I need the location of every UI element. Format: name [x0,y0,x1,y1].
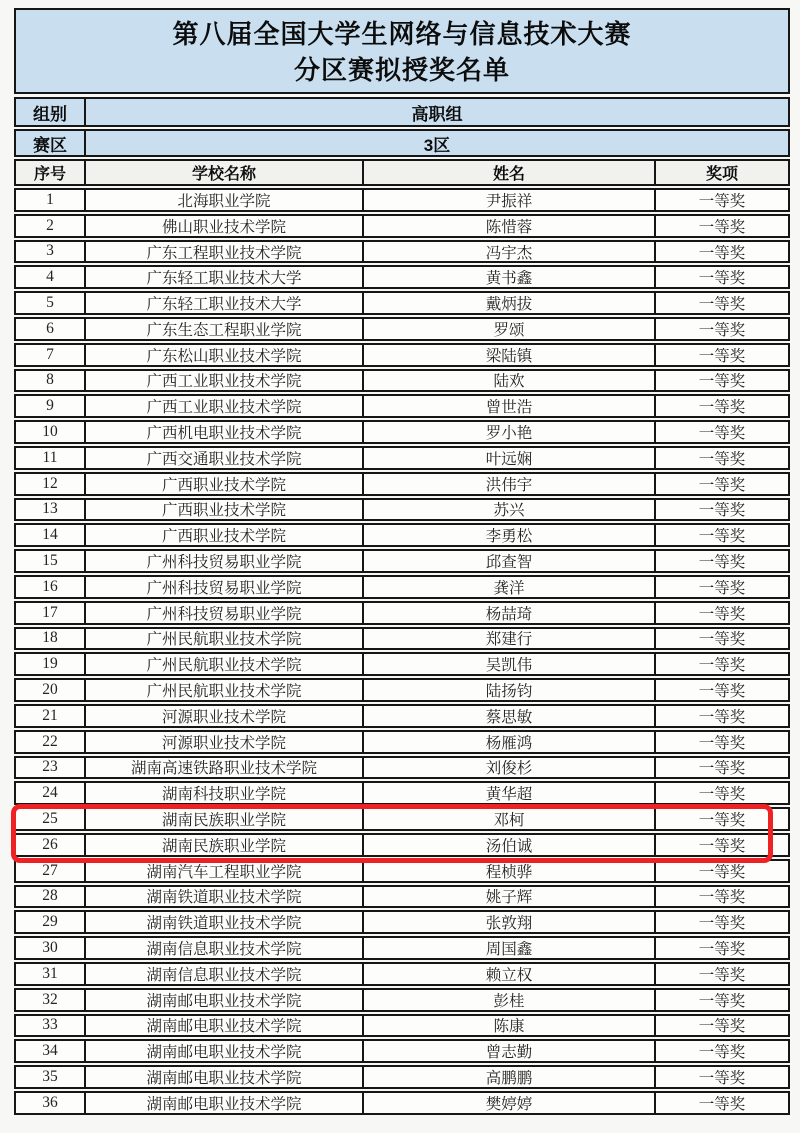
cell-school: 湖南铁道职业技术学院 [86,887,364,907]
cell-name: 杨喆琦 [364,603,656,623]
cell-name: 邱查智 [364,551,656,571]
cell-no: 29 [16,912,86,932]
table-row [14,1039,790,1063]
table-row [14,936,790,960]
cell-no: 13 [16,500,86,520]
cell-award: 一等奖 [698,941,746,958]
title-block [14,8,790,94]
cell-school: 湖南高速铁路职业技术学院 [86,758,364,778]
cell-name: 赖立权 [364,964,656,984]
cell-no: 33 [16,1016,86,1036]
cell-award: 一等奖 [698,450,746,468]
cell-school: 湖南信息职业技术学院 [86,938,364,958]
table-row [14,704,790,728]
cell-award: 一等奖 [698,554,746,571]
table-header-row [14,159,790,186]
cell-no: 21 [16,706,86,726]
cell-name: 蔡思敏 [364,706,656,726]
cell-no: 36 [16,1093,86,1113]
cell-no: 7 [16,345,86,365]
header-cell-no: 序号 [16,161,86,184]
table-row [14,343,790,367]
cell-award: 一等奖 [698,528,746,546]
cell-name: 尹振祥 [364,190,656,210]
cell-name: 杨雁鸿 [364,732,656,752]
cell-award: 一等奖 [698,218,746,236]
cell-school: 广东工程职业技术学院 [86,242,364,262]
cell-school: 广州科技贸易职业学院 [86,551,364,571]
cell-no: 8 [16,371,86,391]
cell-award: 一等奖 [698,244,746,262]
cell-award: 一等奖 [698,1095,746,1113]
cell-school: 湖南邮电职业技术学院 [86,1067,364,1087]
cell-name: 苏兴 [364,500,656,520]
cell-no: 11 [16,448,86,468]
cell-award: 一等奖 [698,347,746,365]
cell-award: 一等奖 [698,399,746,417]
cell-school: 湖南民族职业学院 [86,835,364,855]
table-row [14,1065,790,1089]
table-row [14,730,790,754]
cell-no: 17 [16,603,86,623]
cell-name: 邓柯 [364,809,656,829]
cell-name: 叶远娴 [364,448,656,468]
cell-award: 一等奖 [698,760,746,778]
cell-name: 洪伟宇 [364,474,656,494]
cell-no: 32 [16,990,86,1010]
document-title-line2: 分区赛拟授奖名单 [293,55,510,85]
cell-no: 9 [16,396,86,416]
cell-school: 广州民航职业技术学院 [86,629,364,649]
header-cell-name: 姓名 [364,161,656,184]
cell-no: 2 [16,216,86,236]
table-row [14,988,790,1012]
cell-school: 广州民航职业技术学院 [86,654,364,674]
cell-school: 广西工业职业技术学院 [86,371,364,391]
cell-name: 程桢骅 [364,861,656,881]
table-row [14,627,790,651]
cell-no: 31 [16,964,86,984]
cell-school: 广东生态工程职业学院 [86,319,364,339]
cell-name: 黄华超 [364,783,656,803]
cell-name: 黄书鑫 [364,267,656,287]
cell-award: 一等奖 [698,708,746,726]
cell-name: 梁陆镇 [364,345,656,365]
cell-school: 湖南民族职业学院 [86,809,364,829]
cell-name: 刘俊杉 [364,758,656,778]
cell-school: 广西职业技术学院 [86,474,364,494]
cell-name: 陆扬钧 [364,680,656,700]
cell-award: 一等奖 [698,966,746,984]
cell-school: 河源职业技术学院 [86,732,364,752]
table-row [14,549,790,573]
cell-school: 广州科技贸易职业学院 [86,603,364,623]
cell-school: 广西职业技术学院 [86,500,364,520]
cell-award: 一等奖 [698,425,746,442]
cell-no: 16 [16,577,86,597]
table-row [14,601,790,625]
cell-name: 郑建行 [364,629,656,649]
document-title-line1: 第八届全国大学生网络与信息技术大赛 [172,19,632,49]
table-row [14,317,790,341]
cell-award: 一等奖 [698,321,746,339]
zone-value: 3区 [423,135,451,155]
cell-award: 一等奖 [698,812,746,829]
table-row [14,807,790,831]
zone-label: 赛区 [16,131,86,155]
cell-no: 27 [16,861,86,881]
table-row [14,910,790,934]
cell-award: 一等奖 [698,863,746,881]
cell-school: 广东轻工职业技术大学 [86,293,364,313]
cell-name: 罗小艳 [364,422,656,442]
cell-no: 20 [16,680,86,700]
cell-name: 李勇松 [364,525,656,545]
cell-award: 一等奖 [698,296,746,313]
cell-school: 河源职业技术学院 [86,706,364,726]
cell-no: 28 [16,887,86,907]
cell-no: 23 [16,758,86,778]
group-value: 高职组 [411,104,463,124]
cell-name: 龚洋 [364,577,656,597]
cell-school: 湖南信息职业技术学院 [86,964,364,984]
cell-award: 一等奖 [698,837,746,855]
table-body [14,188,790,1115]
cell-name: 吴凯伟 [364,654,656,674]
cell-award: 一等奖 [698,786,746,804]
cell-no: 26 [16,835,86,855]
cell-school: 广州民航职业技术学院 [86,680,364,700]
cell-name: 樊婷婷 [364,1093,656,1113]
cell-name: 高鹏鹏 [364,1067,656,1087]
group-label: 组别 [16,99,86,125]
cell-school: 北海职业学院 [86,190,364,210]
table-row [14,756,790,780]
cell-award: 一等奖 [698,992,746,1010]
cell-name: 彭桂 [364,990,656,1010]
cell-award: 一等奖 [698,270,746,288]
cell-school: 广西工业职业技术学院 [86,396,364,416]
table-row [14,781,790,805]
cell-no: 6 [16,319,86,339]
cell-school: 湖南邮电职业技术学院 [86,1093,364,1113]
cell-no: 12 [16,474,86,494]
cell-award: 一等奖 [698,1044,746,1062]
cell-award: 一等奖 [698,605,746,623]
cell-no: 18 [16,629,86,649]
cell-award: 一等奖 [698,192,746,210]
table-row [14,575,790,599]
table-row [14,214,790,238]
cell-school: 湖南科技职业学院 [86,783,364,803]
cell-award: 一等奖 [698,1070,746,1087]
cell-award: 一等奖 [698,915,746,933]
cell-school: 佛山职业技术学院 [86,216,364,236]
cell-no: 22 [16,732,86,752]
cell-name: 曾志勤 [364,1041,656,1061]
award-table [14,8,790,1115]
cell-award: 一等奖 [698,683,746,700]
table-row [14,291,790,315]
cell-award: 一等奖 [698,889,746,907]
cell-school: 广东轻工职业技术大学 [86,267,364,287]
header-cell-award: 奖项 [705,166,738,183]
cell-award: 一等奖 [698,631,746,649]
cell-school: 湖南邮电职业技术学院 [86,1016,364,1036]
cell-school: 广西机电职业技术学院 [86,422,364,442]
table-row [14,833,790,857]
cell-award: 一等奖 [698,476,746,494]
cell-no: 35 [16,1067,86,1087]
table-row [14,1091,790,1115]
cell-name: 姚子辉 [364,887,656,907]
cell-no: 3 [16,242,86,262]
zone-row [14,129,790,157]
table-row [14,498,790,522]
cell-no: 10 [16,422,86,442]
cell-name: 陆欢 [364,371,656,391]
table-row [14,962,790,986]
cell-no: 15 [16,551,86,571]
table-row [14,678,790,702]
cell-school: 广州科技贸易职业学院 [86,577,364,597]
cell-award: 一等奖 [698,373,746,391]
cell-no: 1 [16,190,86,210]
table-row [14,652,790,676]
cell-name: 陈康 [364,1016,656,1036]
table-row [14,240,790,264]
cell-award: 一等奖 [698,579,746,597]
table-row [14,369,790,393]
cell-school: 湖南邮电职业技术学院 [86,1041,364,1061]
group-row [14,97,790,127]
cell-award: 一等奖 [698,734,746,752]
header-cell-school: 学校名称 [86,161,364,184]
cell-school: 湖南汽车工程职业学院 [86,861,364,881]
table-row [14,394,790,418]
cell-no: 25 [16,809,86,829]
cell-name: 罗颂 [364,319,656,339]
table-row [14,885,790,909]
cell-name: 冯宇杰 [364,242,656,262]
cell-name: 张敦翔 [364,912,656,932]
table-row [14,859,790,883]
table-row [14,472,790,496]
cell-name: 汤伯诚 [364,835,656,855]
table-row [14,265,790,289]
cell-no: 5 [16,293,86,313]
cell-name: 陈惜蓉 [364,216,656,236]
table-row [14,446,790,470]
cell-school: 广东松山职业技术学院 [86,345,364,365]
cell-no: 14 [16,525,86,545]
cell-name: 戴炳拔 [364,293,656,313]
cell-award: 一等奖 [698,502,746,520]
table-row [14,523,790,547]
cell-no: 30 [16,938,86,958]
cell-name: 曾世浩 [364,396,656,416]
cell-school: 湖南铁道职业技术学院 [86,912,364,932]
table-row [14,420,790,444]
cell-award: 一等奖 [698,1018,746,1036]
cell-no: 4 [16,267,86,287]
table-row [14,1014,790,1038]
cell-award: 一等奖 [698,657,746,675]
cell-school: 广西交通职业技术学院 [86,448,364,468]
cell-no: 24 [16,783,86,803]
cell-school: 湖南邮电职业技术学院 [86,990,364,1010]
cell-school: 广西职业技术学院 [86,525,364,545]
cell-no: 34 [16,1041,86,1061]
table-row [14,188,790,212]
cell-no: 19 [16,654,86,674]
cell-name: 周国鑫 [364,938,656,958]
